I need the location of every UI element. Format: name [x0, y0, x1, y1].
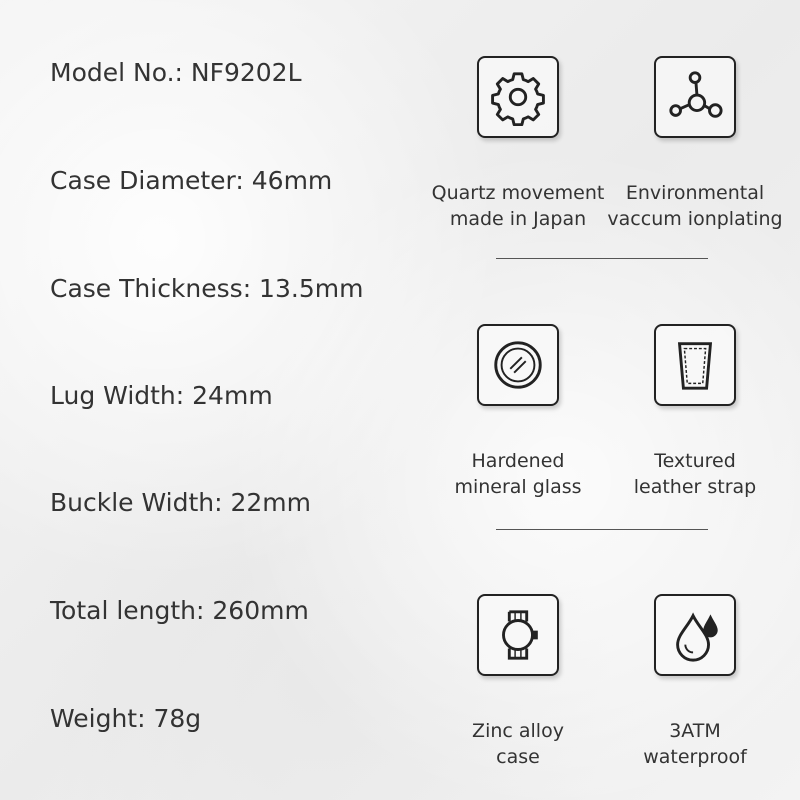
watch-case-icon: [477, 594, 559, 676]
spec-weight: Weight: 78g: [50, 704, 202, 733]
spec-case-thickness: Case Thickness: 13.5mm: [50, 274, 364, 303]
spec-buckle-width: Buckle Width: 22mm: [50, 488, 312, 517]
spec-case-diameter: Case Diameter: 46mm: [50, 166, 333, 195]
feature-quartz-movement: [428, 56, 608, 232]
water-drops-icon: [654, 594, 736, 676]
feature-label: Quartz movement made in Japan: [431, 182, 605, 230]
feature-label: Hardened mineral glass: [454, 450, 582, 498]
feature-mineral-glass: [428, 324, 608, 500]
mineral-glass-icon: [477, 324, 559, 406]
feature-label: 3ATM waterproof: [643, 720, 747, 768]
divider: [496, 529, 708, 530]
divider: [496, 258, 708, 259]
feature-label: Environmental vaccum ionplating: [607, 182, 783, 230]
spec-total-length: Total length: 260mm: [50, 596, 309, 625]
feature-label: Textured leather strap: [633, 450, 757, 498]
spec-model-number: Model No.: NF9202L: [50, 58, 302, 87]
feature-label: Zinc alloy case: [472, 720, 564, 768]
feature-leather-strap: [605, 324, 785, 500]
leather-strap-icon: [654, 324, 736, 406]
feature-waterproof: [605, 594, 785, 770]
feature-vacuum-ionplating: [605, 56, 785, 232]
molecule-icon: [654, 56, 736, 138]
gear-icon: [477, 56, 559, 138]
spec-lug-width: Lug Width: 24mm: [50, 381, 273, 410]
feature-zinc-alloy-case: [428, 594, 608, 770]
